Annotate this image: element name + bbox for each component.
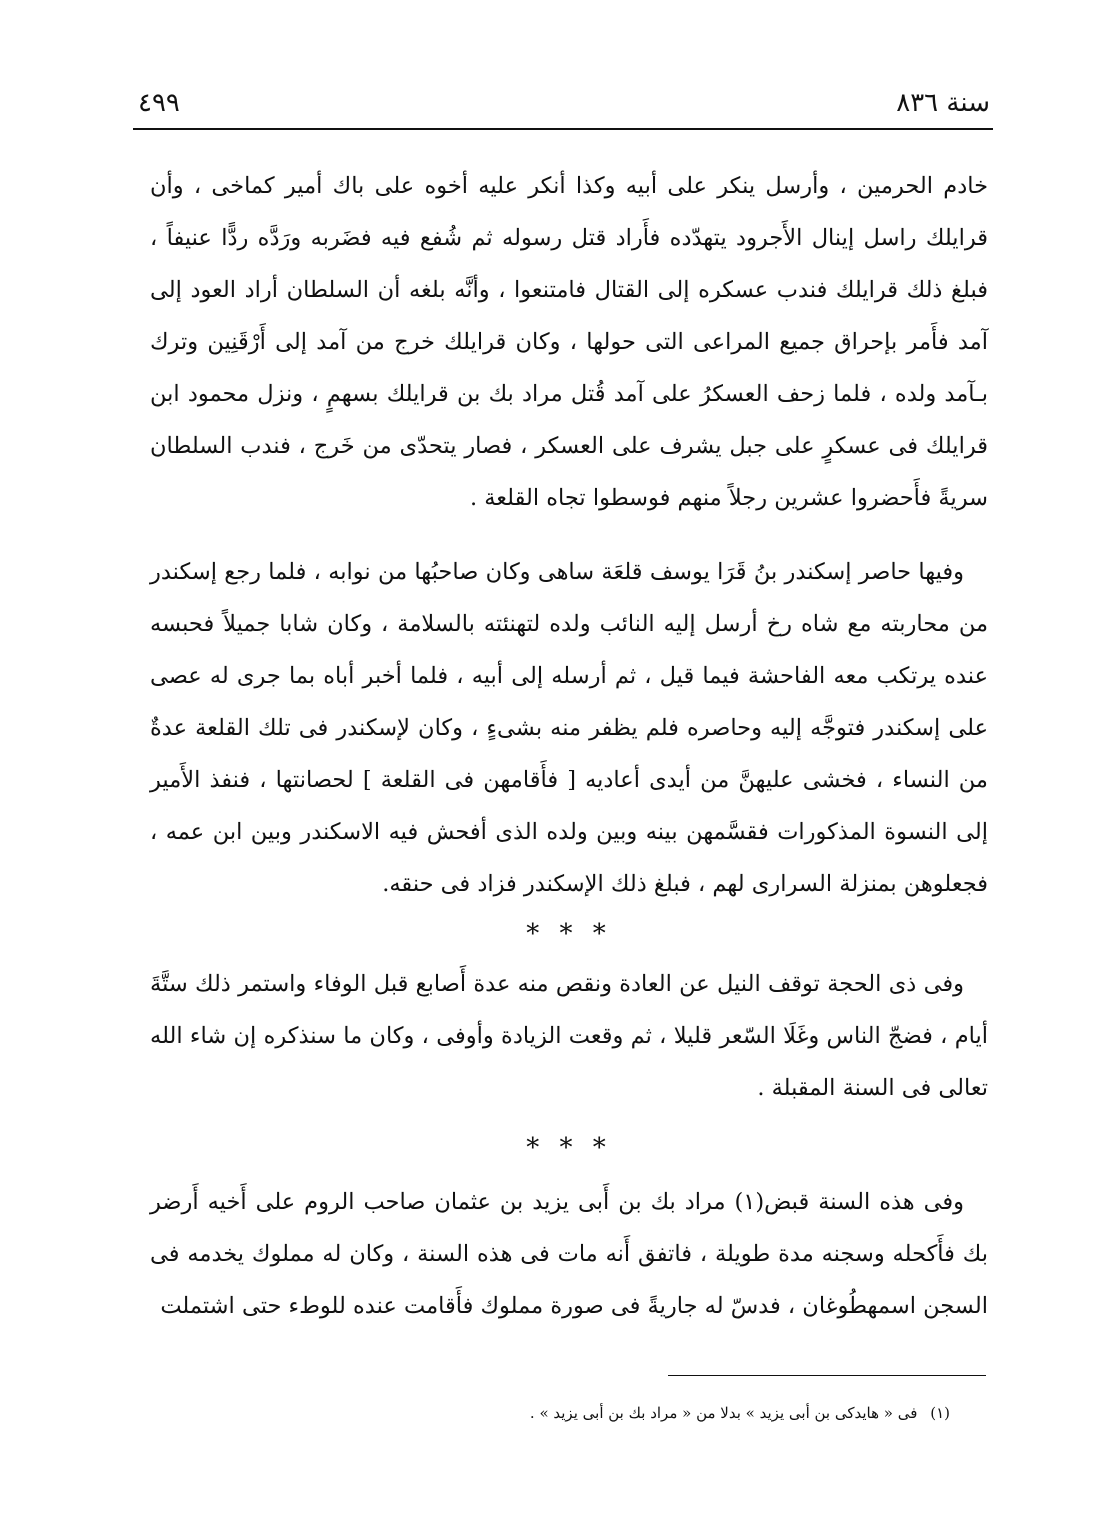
- paragraph-2: وفيها حاصر إسكندر بنُ قَرَا يوسف قلعَة ساهى وكان صاحبُها من نوابه ، فلما رجع إسكندر من محاربته مع شاه رخ أرسل إليه النائب ولده لتهنئته بالسلامة ، وكان شابا جميلاً فحبسه عنده يرتكب معه الفاحشة فيما قيل ، ثم أرسله إلى أبيه ، فلما أخبر أباه بما جرى له عصى على إسكندر فتوجَّه إليه وحاصره فلم يظفر منه بشىءٍ ، وكان لإسكندر فى تلك القلعة عدةٌ من النساء ، فخشى عليهنَّ من أيدى أعاديه [ فأَقامهن فى القلعة ] لحصانتها ، فنفذ الأَمير إلى النسوة المذكورات فقسَّمهن بينه وبين ولده الذى أفحش فيه الاسكندر وبين ابن عمه ، فجعلوهن بمنزلة السرارى لهم ، فبلغ ذلك الإسكندر فزاد فى حنقه.: [150, 559, 988, 897]
- section-separator-2: * * *: [526, 1133, 612, 1163]
- footnote-divider: [668, 1375, 986, 1376]
- page-number: ٤٩٩: [138, 88, 180, 118]
- footnote-text: فى « هايدكى بن أبى يزيد » بدلا من « مراد بك بن أبى يزيد » .: [529, 1404, 918, 1422]
- body-text: [150, 160, 988, 1332]
- page-header: [138, 80, 990, 130]
- paragraph-3: وفى ذى الحجة توقف النيل عن العادة ونقص منه عدة أَصابع قبل الوفاء واستمر ذلك ستَّةَ أيام ، فضجّ الناس وغَلَا السّعر قليلا ، ثم وقعت الزيادة وأوفى ، وكان ما سنذكره إن شاء الله تعالى فى السنة المقبلة .: [150, 971, 988, 1101]
- header-year: سنة ٨٣٦: [896, 88, 990, 118]
- footnote: [480, 1398, 950, 1428]
- section-separator-1: * * *: [526, 919, 612, 949]
- header-divider: [133, 128, 993, 130]
- paragraph-1: خادم الحرمين ، وأرسل ينكر على أبيه وكذا أنكر عليه أخوه على باك أمير كماخى ، وأن قرايلك راسل إينال الأَجرود يتهدّده فأَراد قتل رسوله ثم شُفع فيه فضَربه ورَدَّه ردًّا عنيفاً ، فبلغ ذلك قرايلك فندب عسكره إلى القتال فامتنعوا ، وأنَّه بلغه أن السلطان أراد العود إلى آمد فأَمر بإحراق جميع المراعى التى حولها ، وكان قرايلك خرج من آمد إلى أَرْقَنِين وترك بـآمد ولده ، فلما زحف العسكرُ على آمد قُتل مراد بك بن قرايلك بسهمٍ ، ونزل محمود ابن قرايلك فى عسكرٍ على جبل يشرف على العسكر ، فصار يتحدّى من خَرج ، فندب السلطان سريةً فأَحضروا عشرين رجلاً منهم فوسطوا تجاه القلعة .: [150, 173, 988, 511]
- footnote-number: (١): [930, 1404, 950, 1422]
- paragraph-4: وفى هذه السنة قبض(١) مراد بك بن أَبى يزيد بن عثمان صاحب الروم على أَخيه أَرضر بك فأَكحله وسجنه مدة طويلة ، فاتفق أَنه مات فى هذه السنة ، وكان له مملوك يخدمه فى السجن اسمهطُوغان ، فدسّ له جاريةً فى صورة مملوك فأَقامت عنده للوطء حتى اشتملت: [150, 1189, 988, 1319]
